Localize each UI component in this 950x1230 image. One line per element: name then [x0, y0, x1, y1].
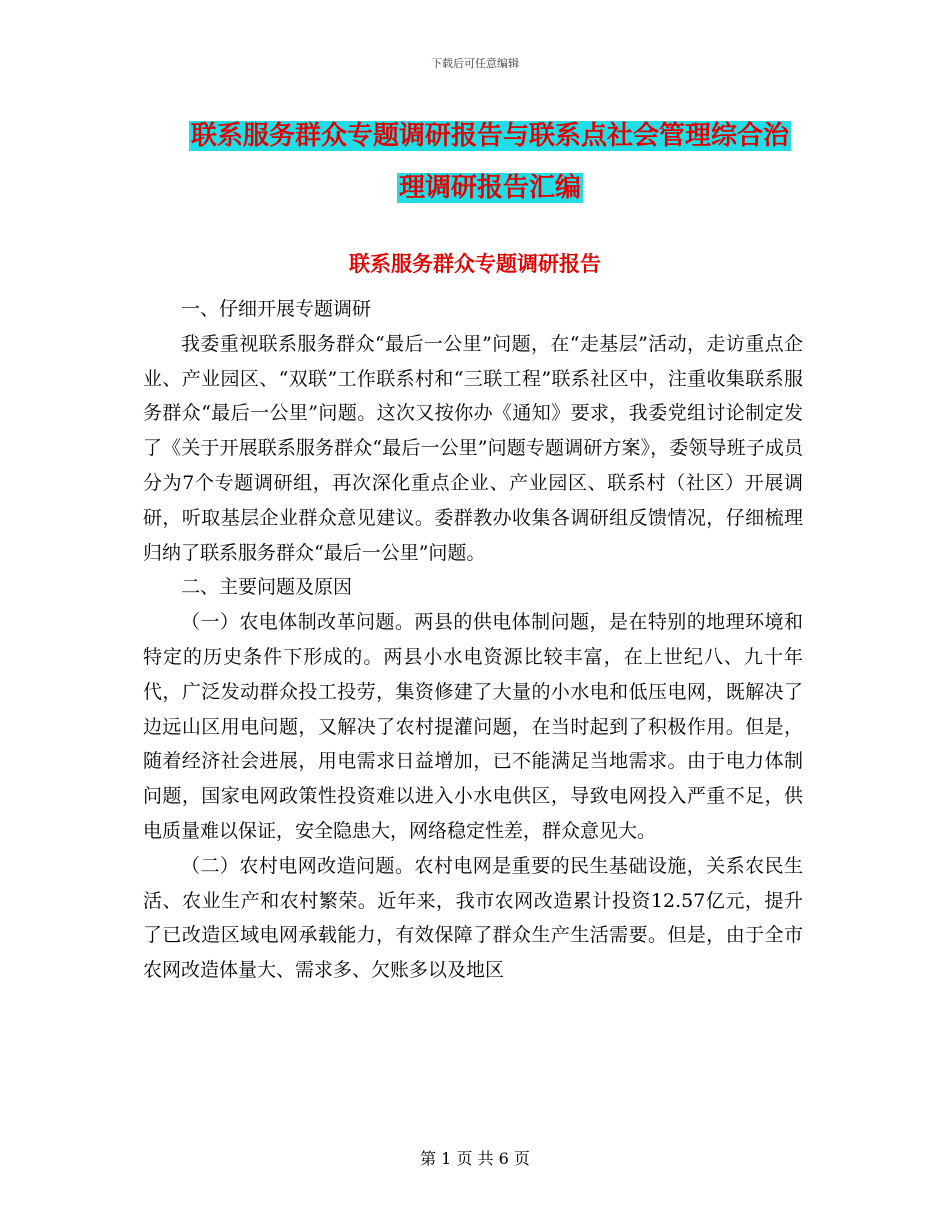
paragraph-1: 我委重视联系服务群众“最后一公里”问题，在“走基层”活动，走访重点企业、产业园区、“双联”工作联系村和“三联工程”联系社区中，注重收集联系服务群众“最后一公里”问题。这次又按你办《通知》要求，我委党组讨论制定发了《关于开展联系服务群众“最后一公里”问题专题调研方案》，委领导班子成员分为7个专题调研组，再次深化重点企业、产业园区、联系村（社区）开展调研，听取基层企业群众意见建议。委群教办收集各调研组反馈情况，仔细梳理归纳了联系服务群众“最后一公里”问题。 — [143, 332, 803, 564]
document-title — [140, 110, 840, 214]
heading-1: 一、仔细开展专题调研 — [181, 298, 372, 320]
title-line-2: 理调研报告汇编 — [398, 173, 581, 203]
page-footer: 第 1 页 共 6 页 — [420, 1149, 530, 1168]
heading-2: 二、主要问题及原因 — [181, 576, 353, 599]
section-title: 联系服务群众专题调研报告 — [349, 251, 601, 276]
title-line-1: 联系服务群众专题调研报告与联系点社会管理综合治 — [190, 121, 789, 151]
document-body — [143, 292, 803, 988]
page-header-note: 下载后可任意编辑 — [431, 57, 519, 70]
paragraph-3: （二）农村电网改造问题。农村电网是重要的民生基础设施，关系农民生活、农业生产和农村繁荣。近年来，我市农网改造累计投资12.57亿元，提升了已改造区域电网承载能力，有效保障了群众生产生活需要。但是，由于全市农网改造体量大、需求多、欠账多以及地区 — [143, 854, 803, 982]
paragraph-2: （一）农电体制改革问题。两县的供电体制问题，是在特别的地理环境和特定的历史条件下形成的。两县小水电资源比较丰富，在上世纪八、九十年代，广泛发动群众投工投劳，集资修建了大量的小水电和低压电网，既解决了边远山区用电问题，又解决了农村提灌问题，在当时起到了积极作用。但是，随着经济社会进展，用电需求日益增加，已不能满足当地需求。由于电力体制问题，国家电网政策性投资难以进入小水电供区，导致电网投入严重不足，供电质量难以保证，安全隐患大，网络稳定性差，群众意见大。 — [143, 611, 803, 842]
